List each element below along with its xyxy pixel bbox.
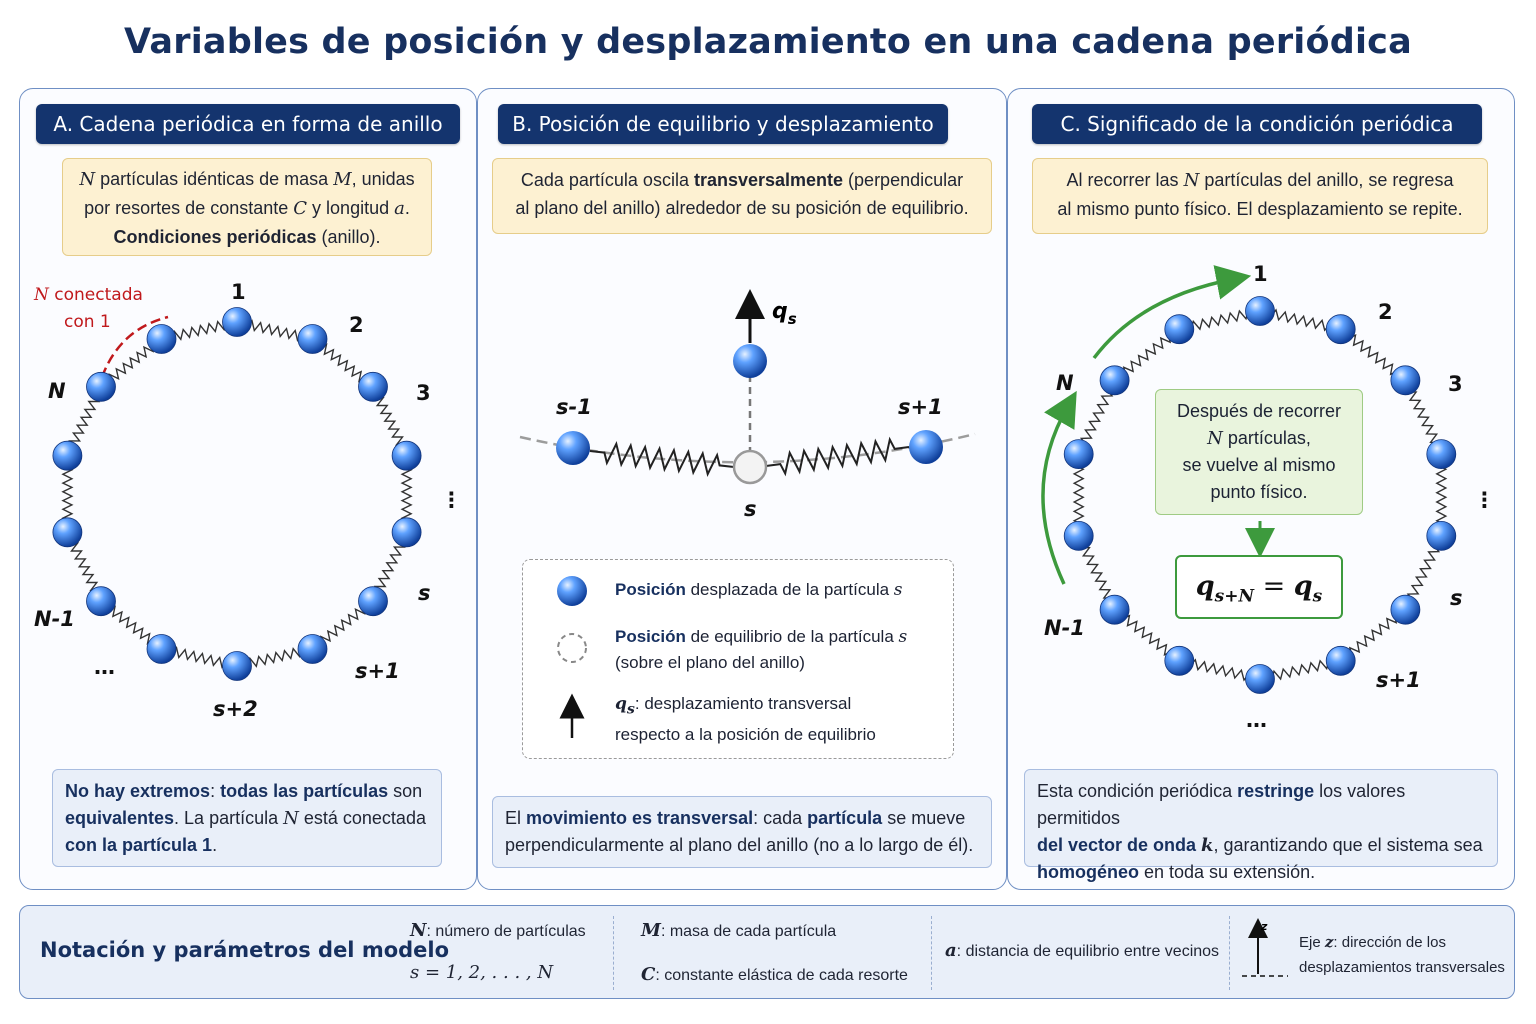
z-axis-label: z [1261, 920, 1268, 933]
q-s-label: $q_s$ [772, 299, 797, 328]
note-text: (anillo). [316, 227, 381, 247]
notation-text: : masa de cada partícula [660, 923, 837, 940]
legend-text: de equilibrio de la partícula [685, 627, 899, 646]
eq-lhs: q [1195, 571, 1215, 602]
ring-springs [63, 320, 411, 668]
legend-row-displaced [615, 577, 903, 603]
footer-bold: homogéneo [1037, 862, 1139, 882]
legend-row-equilibrium [615, 624, 907, 676]
legend-text: : desplazamiento transversal [634, 694, 852, 713]
particle-bead [147, 325, 176, 354]
notation-bar [19, 905, 1515, 999]
label-dots-vertical: ⋮ [1474, 488, 1495, 512]
particle-bead [359, 372, 388, 401]
notation-text: : constante elástica de cada resorte [655, 967, 908, 984]
note-text: (perpendicular [843, 170, 964, 190]
particle-bead [1246, 297, 1275, 326]
label-3: 3 [1448, 372, 1463, 396]
var-c: C [293, 198, 308, 219]
particle-bead [1064, 440, 1093, 469]
notation-text: Eje [1299, 934, 1325, 951]
label-s-plus-1: s+1 [898, 395, 943, 419]
particle-bead [87, 587, 116, 616]
separator [1229, 916, 1230, 990]
particle-bead [1427, 440, 1456, 469]
footer-text: se mueve [882, 808, 966, 828]
box-text: se vuelve al mismo [1182, 455, 1336, 475]
footer-bold: No hay extremos [65, 781, 211, 801]
separator [613, 916, 614, 990]
footer-bold: del vector de onda [1037, 835, 1202, 855]
footer-text: está conectada [298, 808, 426, 828]
spring [766, 440, 909, 474]
footer-text: en toda su extensión. [1139, 862, 1316, 882]
particle-bead [1391, 595, 1420, 624]
label-n: N [48, 379, 66, 403]
label-1: 1 [231, 280, 246, 304]
notation-text: : distancia de equilibrio entre vecinos [956, 943, 1220, 960]
box-text: punto físico. [1210, 482, 1308, 502]
var-s: s [893, 580, 903, 600]
particle-bead [392, 441, 421, 470]
note-text: al mismo punto físico. El desplazamiento se repite. [1057, 199, 1463, 219]
label-1: 1 [1253, 262, 1268, 286]
separator [931, 916, 932, 990]
footer-text: son [388, 781, 423, 801]
box-text: partículas, [1222, 428, 1311, 448]
box-text: Después de recorrer [1176, 401, 1342, 421]
footer-text: . La partícula [174, 808, 284, 828]
var-n: N [410, 920, 427, 941]
particle-bead [1246, 665, 1275, 694]
particle-bead [53, 518, 82, 547]
legend-bold: Posición [615, 627, 686, 646]
neighbor-bead-left [556, 431, 590, 465]
panel-a-header: A. Cadena periódica en forma de anillo [36, 104, 460, 144]
connection-label-2: con 1 [64, 312, 111, 332]
note-text: partículas idénticas de masa [95, 169, 334, 189]
notation-text: : dirección de los [1333, 934, 1446, 951]
var-q-sub: s [626, 701, 635, 718]
footer-text: perpendicularmente al plano del anillo (no a lo largo de él). [505, 835, 974, 855]
var-s: s [898, 627, 908, 647]
particle-bead [53, 441, 82, 470]
label-s: s [418, 581, 431, 605]
label-s: s [1450, 586, 1463, 610]
particle-bead [223, 308, 252, 337]
particle-bead [392, 518, 421, 547]
page-title: Variables de posición y desplazamiento en una cadena periódica [124, 22, 1412, 62]
var-n: N [79, 169, 96, 190]
notation-title: Notación y parámetros del modelo [40, 938, 450, 962]
note-bold: transversalmente [693, 170, 844, 190]
notation-a [945, 940, 1219, 961]
eq-lhs-sub: s+N [1214, 586, 1254, 607]
particle-bead [1100, 595, 1129, 624]
particle-bead [1100, 366, 1129, 395]
panel-a-footer [52, 769, 442, 867]
footer-text: : cada [753, 808, 808, 828]
notation-c [641, 964, 908, 985]
periodic-condition-equation [1175, 555, 1343, 619]
notation-n [410, 920, 586, 941]
eq-rhs-sub: s [1312, 586, 1323, 607]
note-text: al plano del anillo) alrededor de su posición de equilibrio. [515, 198, 969, 218]
footer-text: Esta condición periódica [1037, 781, 1238, 801]
label-s-plus-2: s+2 [213, 697, 258, 721]
label-s: s [744, 497, 757, 521]
particle-bead [223, 652, 252, 681]
var-n: N [1183, 170, 1200, 191]
note-text: partículas del anillo, se regresa [1199, 170, 1454, 190]
eq-rhs: q [1293, 571, 1313, 602]
spring [590, 444, 734, 474]
particle-bead [298, 635, 327, 664]
note-text: . [404, 198, 410, 218]
legend-text: desplazada de la partícula [685, 580, 894, 599]
footer-bold: restringe [1237, 781, 1315, 801]
label-n-minus-1: N-1 [1044, 616, 1085, 640]
footer-text: El [505, 808, 527, 828]
footer-text: : [210, 781, 221, 801]
particle-bead [1427, 521, 1456, 550]
particle-bead [1326, 646, 1355, 675]
ring-beads [53, 308, 421, 681]
legend-equilibrium-icon [558, 634, 586, 662]
var-z: z [1324, 933, 1334, 951]
periodic-explanation-box [1155, 389, 1363, 515]
var-c: C [641, 964, 656, 985]
panel-c-header: C. Significado de la condición periódica [1032, 104, 1482, 144]
equilibrium-position-marker [734, 451, 766, 483]
particle-bead [298, 325, 327, 354]
note-text: y longitud [307, 198, 395, 218]
footer-text: , garantizando que el sistema sea [1213, 835, 1483, 855]
var-a: a [394, 198, 405, 219]
notation-s-range: s = 1, 2, . . . , N [410, 962, 554, 983]
particle-bead [1391, 366, 1420, 395]
note-text: Al recorrer las [1066, 170, 1184, 190]
label-dots-vertical: ⋮ [441, 488, 462, 512]
legend-bold: Posición [615, 580, 686, 599]
panel-c [1007, 88, 1515, 890]
particle-bead [1165, 315, 1194, 344]
note-text: Cada partícula oscila [520, 170, 694, 190]
legend-displaced-icon [557, 576, 587, 606]
footer-text: los valores permitidos [1037, 781, 1406, 828]
footer-bold: equivalentes [65, 808, 175, 828]
var-k: k [1201, 835, 1214, 856]
legend-text: (sobre el plano del anillo) [615, 653, 805, 672]
neighbor-bead-right [909, 430, 943, 464]
panel-c-footer [1024, 769, 1498, 882]
var-n: N [283, 808, 299, 829]
label-dots-horizontal: … [94, 655, 115, 679]
note-text: , unidas [351, 169, 415, 189]
footer-bold: movimiento es transversal [526, 808, 754, 828]
label-n: N [1056, 371, 1074, 395]
z-axis-icon [1238, 914, 1294, 994]
particle-bead [1165, 646, 1194, 675]
var-m: M [333, 169, 352, 190]
label-dots-horizontal: … [1246, 708, 1267, 732]
label-3: 3 [416, 381, 431, 405]
legend-text: respecto a la posición de equilibrio [615, 725, 876, 745]
note-text: por resortes de constante [84, 198, 294, 218]
notation-text: : número de partículas [426, 923, 586, 940]
notation-z [1299, 930, 1505, 980]
footer-bold: partícula [807, 808, 883, 828]
legend-row-arrow [615, 691, 876, 748]
eq-sign: = [1253, 571, 1294, 602]
panel-a [19, 88, 477, 890]
traversal-arrow-left [1043, 406, 1068, 584]
panel-b-footer [492, 796, 992, 868]
label-n-minus-1: N-1 [34, 607, 75, 631]
legend-box [522, 559, 954, 759]
particle-bead [1326, 315, 1355, 344]
notation-m [641, 920, 836, 941]
label-s-plus-1: s+1 [1376, 668, 1421, 692]
panel-b [477, 88, 1007, 890]
note-bold: Condiciones periódicas [113, 227, 317, 247]
label-2: 2 [349, 313, 364, 337]
var-a: a [945, 940, 957, 961]
displacement-diagram [478, 89, 1008, 549]
footer-bold: con la partícula 1 [65, 835, 213, 855]
label-s-plus-1: s+1 [355, 659, 400, 683]
var-m: M [641, 920, 661, 941]
var-q: q [615, 694, 627, 714]
footer-bold: todas las partículas [220, 781, 389, 801]
particle-bead [87, 372, 116, 401]
notation-text: desplazamientos transversales [1299, 959, 1505, 976]
panel-b-header: B. Posición de equilibrio y desplazamiento [498, 104, 948, 144]
displaced-bead [733, 344, 767, 378]
particle-bead [147, 635, 176, 664]
footer-text: . [212, 835, 218, 855]
particle-bead [1064, 521, 1093, 550]
particle-bead [359, 587, 388, 616]
label-2: 2 [1378, 300, 1393, 324]
var-n: N [1207, 428, 1223, 449]
connection-label: N conectada [34, 285, 143, 305]
label-s-minus-1: s-1 [556, 395, 592, 419]
